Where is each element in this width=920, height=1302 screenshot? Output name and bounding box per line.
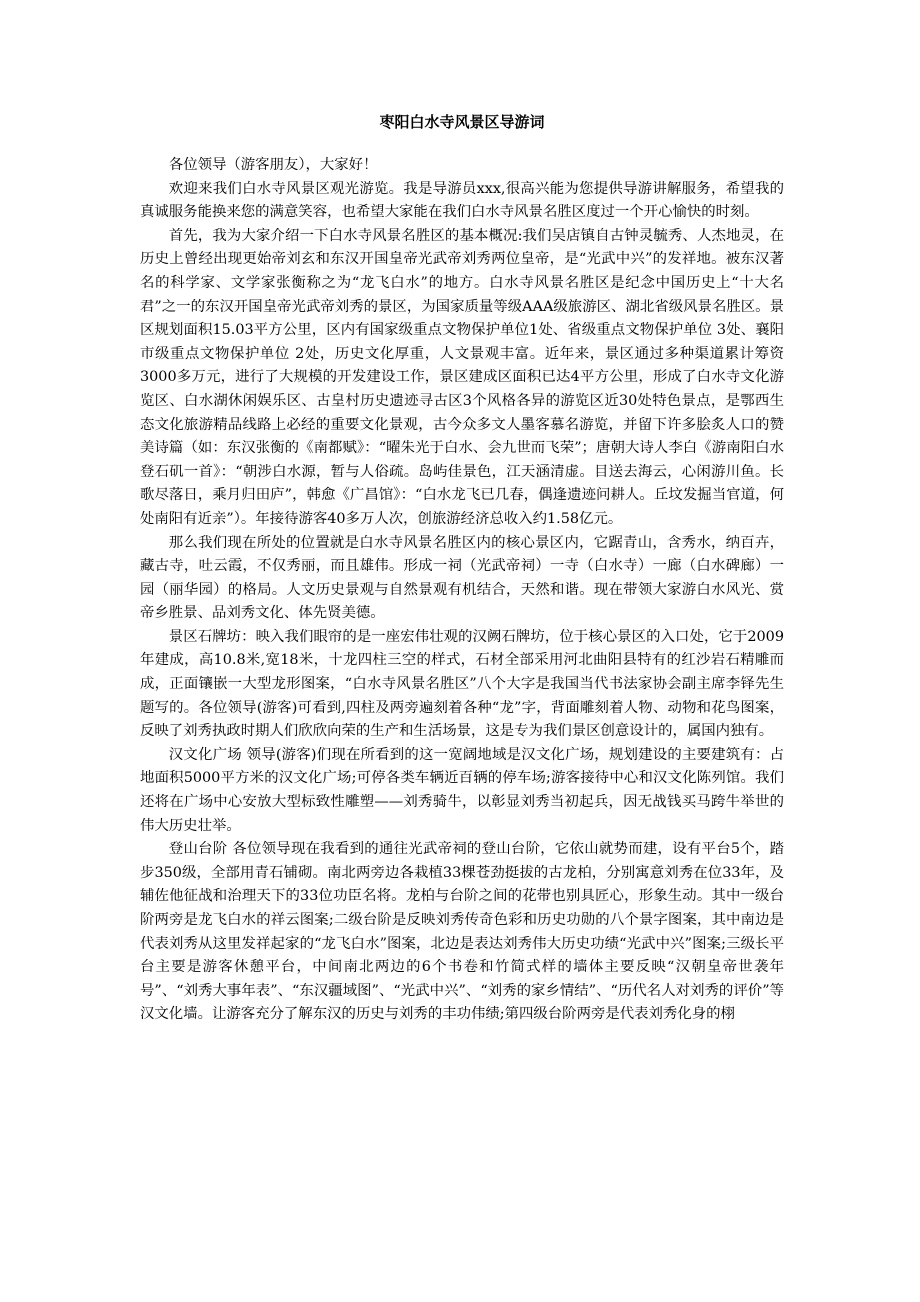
mountain-steps-paragraph: 登山台阶 各位领导现在我看到的通往光武帝祠的登山台阶，它依山就势而建，设有平台5个，踏步350级，全部用青石铺砌。南北两旁边各栽植33棵苍劲挺拔的古龙柏，分别寓意刘秀在位33年，及辅佐他征战和治理天下的33位功臣名将。龙柏与台阶之间的花带也别具匠心，形象生动。其中一级台阶两旁是龙飞白水的祥云图案;二级台阶是反映刘秀传奇色彩和历史功勋的八个景字图案，其中南边是代表刘秀从这里发祥起家的“龙飞白水”图案，北边是表达刘秀伟大历史功绩“光武中兴”图案;三级长平台主要是游客休憩平台，中间南北两边的6个书卷和竹简式样的墙体主要反映“汉朝皇帝世袭年号”、“刘秀大事年表”、“东汉疆域图”、“光武中兴”、“刘秀的家乡情结”、“历代名人对刘秀的评价”等汉文化墙。让游客充分了解东汉的历史与刘秀的丰功伟绩;第四级台阶两旁是代表刘秀化身的栩: [140, 841, 784, 1023]
welcome-paragraph: 欢迎来我们白水寺风景区观光游览。我是导游员xxx,很高兴能为您提供导游讲解服务，希望我的真诚服务能换来您的满意笑容，也希望大家能在我们白水寺风景名胜区度过一个开心愉快的时刻。: [140, 180, 784, 221]
greeting-paragraph: 各位领导（游客朋友），大家好！: [168, 157, 378, 173]
overview-paragraph: 首先，我为大家介绍一下白水寺风景名胜区的基本概况:我们吴店镇自古钟灵毓秀、人杰地灵，在历史上曾经出现更始帝刘玄和东汉开国皇帝光武帝刘秀两位皇帝，是“光武中兴”的发祥地。被东汉著名的科学家、文学家张衡称之为“龙飞白水”的地方。白水寺风景名胜区是纪念中国历史上“十大名君”之一的东汉开国皇帝光武帝刘秀的景区，为国家质量等级AAA级旅游区、湖北省级风景名胜区。景区规划面积15.03平方公里，区内有国家级重点文物保护单位1处、省级重点文物保护单位 3处、襄阳市级重点文物保护单位 2处，历史文化厚重，人文景观丰富。近年来，景区通过多种渠道累计筹资3000多万元，进行了大规模的开发建设工作，景区建成区面积已达4平方公里，形成了白水寺文化游览区、白水湖休闲娱乐区、古皇村历史遗迹寻古区3个风格各异的游览区近30处特色景点，是鄂西生态文化旅游精品线路上必经的重要文化景观，古今众多文人墨客慕名游览，并留下许多脍炙人口的赞美诗篇（如：东汉张衡的《南都赋》：“曜朱光于白水、会九世而飞荣”；唐朝大诗人李白《游南阳白水登石矶一首》：“朝涉白水源，暂与人俗疏。岛屿佳景色，江天涵清虚。目送去海云，心闲游川鱼。长歌尽落日，乘月归田庐”，韩愈《广昌馆》：“白水龙飞已几春，偶逢遗迹问耕人。丘坟发掘当官道，何处南阳有近亲”）。年接待游客40多万人次，创旅游经济总收入约1.58亿元。: [140, 227, 784, 527]
core-area-paragraph: 那么我们现在所处的位置就是白水寺风景名胜区内的核心景区内，它踞青山，含秀水，纳百卉，藏古寺，吐云霞，不仅秀丽，而且雄伟。形成一祠（光武帝祠）一寺（白水寺）一廊（白水碑廊）一园（丽华园）的格局。人文历史景观与自然景观有机结合，天然和谐。现在带领大家游白水风光、赏帝乡胜景、品刘秀文化、体先贤美德。: [140, 534, 784, 622]
document-title: 枣阳白水寺风景区导游词: [379, 113, 545, 131]
han-culture-square-paragraph: 汉文化广场 领导(游客)们现在所看到的这一宽阔地域是汉文化广场，规划建设的主要建筑有：占地面积5000平方米的汉文化广场;可停各类车辆近百辆的停车场;游客接待中心和汉文化陈列馆。我们还将在广场中心安放大型标致性雕塑——刘秀骑牛，以彰显刘秀当初起兵，因无战钱买马跨牛举世的伟大历史壮举。: [140, 746, 784, 834]
document-page: [140, 110, 784, 1027]
stone-archway-paragraph: 景区石牌坊：映入我们眼帘的是一座宏伟壮观的汉阙石牌坊，位于核心景区的入口处，它于2009年建成，高10.8米,宽18米，十龙四柱三空的样式，石材全部采用河北曲阳县特有的红沙岩石精雕而成，正面镶嵌一大型龙形图案，“白水寺风景名胜区”八个大字是我国当代书法家协会副主席李铎先生题写的。各位领导(游客)可看到,四柱及两旁遍刻着各种“龙”字，背面雕刻着人物、动物和花鸟图案，反映了刘秀执政时期人们欣欣向荣的生产和生活场景，这是专为我们景区创意设计的，属国内独有。: [140, 628, 784, 740]
